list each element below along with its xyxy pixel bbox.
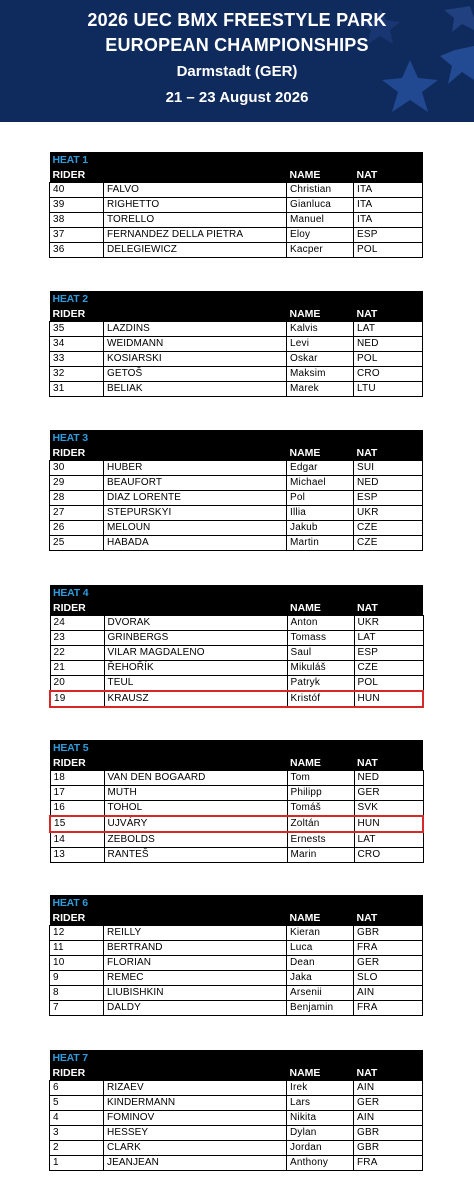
header-spacer bbox=[104, 445, 287, 461]
rider-surname: FALVO bbox=[104, 183, 287, 198]
rider-nationality: HUN bbox=[354, 816, 423, 832]
rider-first-name: Nikita bbox=[287, 1111, 354, 1126]
rider-number: 25 bbox=[50, 536, 104, 551]
rider-nationality: GER bbox=[354, 956, 423, 971]
rider-nationality: CZE bbox=[354, 661, 423, 676]
rider-first-name: Anthony bbox=[287, 1156, 354, 1171]
rider-number: 36 bbox=[50, 243, 104, 258]
rider-surname: TEUL bbox=[104, 676, 287, 692]
rider-number: 5 bbox=[50, 1096, 104, 1111]
heat-table-1 bbox=[49, 152, 422, 258]
header-spacer bbox=[104, 600, 287, 616]
heat-title-row bbox=[50, 430, 423, 445]
rider-row bbox=[50, 382, 423, 397]
rider-nationality: LTU bbox=[354, 382, 423, 397]
rider-first-name: Michael bbox=[287, 476, 354, 491]
rider-first-name: Benjamin bbox=[287, 1001, 354, 1016]
rider-row bbox=[50, 786, 423, 801]
rider-number: 19 bbox=[50, 691, 104, 707]
heat-title: HEAT 4 bbox=[50, 585, 104, 600]
highlighted-rider-row bbox=[50, 691, 423, 707]
heat-title-row bbox=[50, 895, 423, 910]
rider-row bbox=[50, 243, 423, 258]
rider-number: 4 bbox=[50, 1111, 104, 1126]
rider-first-name: Maksim bbox=[287, 367, 354, 382]
heat-table-3 bbox=[49, 430, 422, 551]
heat-title: HEAT 5 bbox=[50, 740, 104, 755]
rider-surname: RIZAEV bbox=[104, 1081, 287, 1096]
heat-title-row bbox=[50, 740, 423, 755]
rider-number: 38 bbox=[50, 213, 104, 228]
col-header-nat: NAT bbox=[354, 167, 423, 183]
header-spacer bbox=[287, 895, 354, 910]
rider-surname: UJVÁRY bbox=[104, 816, 287, 832]
rider-nationality: CZE bbox=[354, 536, 423, 551]
header-spacer bbox=[354, 1050, 423, 1065]
rider-surname: BELIAK bbox=[104, 382, 287, 397]
rider-row bbox=[50, 986, 423, 1001]
rider-row bbox=[50, 1081, 423, 1096]
rider-surname: LIUBISHKIN bbox=[104, 986, 287, 1001]
rider-first-name: Jaka bbox=[287, 971, 354, 986]
rider-nationality: AIN bbox=[354, 1111, 423, 1126]
rider-row bbox=[50, 491, 423, 506]
rider-surname: DVORAK bbox=[104, 616, 287, 631]
rider-surname: RIGHETTO bbox=[104, 198, 287, 213]
rider-surname: DIAZ LORENTE bbox=[104, 491, 287, 506]
rider-number: 32 bbox=[50, 367, 104, 382]
rider-number: 12 bbox=[50, 926, 104, 941]
rider-nationality: POL bbox=[354, 352, 423, 367]
rider-nationality: HUN bbox=[354, 691, 423, 707]
header-spacer bbox=[354, 585, 423, 600]
rider-first-name: Lars bbox=[287, 1096, 354, 1111]
rider-nationality: ITA bbox=[354, 213, 423, 228]
rider-nationality: FRA bbox=[354, 1001, 423, 1016]
heat-table-4 bbox=[49, 585, 422, 708]
rider-nationality: CRO bbox=[354, 367, 423, 382]
rider-nationality: FRA bbox=[354, 941, 423, 956]
rider-row bbox=[50, 926, 423, 941]
rider-number: 24 bbox=[50, 616, 104, 631]
rider-surname: FLORIAN bbox=[104, 956, 287, 971]
rider-nationality: NED bbox=[354, 771, 423, 786]
rider-number: 22 bbox=[50, 646, 104, 661]
rider-row bbox=[50, 1111, 423, 1126]
title-line-1: 2026 UEC BMX FREESTYLE PARK bbox=[87, 10, 387, 30]
rider-row bbox=[50, 1126, 423, 1141]
header-spacer bbox=[104, 895, 287, 910]
rider-surname: ŘEHOŘÍK bbox=[104, 661, 287, 676]
rider-nationality: POL bbox=[354, 243, 423, 258]
heat-table-7 bbox=[49, 1050, 422, 1171]
rider-surname: FOMINOV bbox=[104, 1111, 287, 1126]
rider-surname: MELOUN bbox=[104, 521, 287, 536]
rider-row bbox=[50, 506, 423, 521]
heat-table-5 bbox=[49, 740, 422, 863]
heat-title: HEAT 6 bbox=[50, 895, 104, 910]
event-location: Darmstadt (GER) bbox=[176, 63, 298, 80]
rider-first-name: Anton bbox=[287, 616, 354, 631]
column-header-row bbox=[50, 910, 423, 926]
rider-nationality: SVK bbox=[354, 801, 423, 817]
col-header-name: NAME bbox=[287, 910, 354, 926]
rider-surname: ZEBOLDS bbox=[104, 832, 287, 848]
rider-first-name: Tomáš bbox=[287, 801, 354, 817]
header-spacer bbox=[104, 306, 287, 322]
event-dates: 21 – 23 August 2026 bbox=[165, 89, 309, 106]
col-header-name: NAME bbox=[287, 600, 354, 616]
rider-row bbox=[50, 337, 423, 352]
rider-first-name: Pol bbox=[287, 491, 354, 506]
header-spacer bbox=[104, 910, 287, 926]
rider-number: 18 bbox=[50, 771, 104, 786]
header-spacer bbox=[104, 167, 287, 183]
rider-nationality: UKR bbox=[354, 616, 423, 631]
heat-title-row bbox=[50, 1050, 423, 1065]
header-spacer bbox=[354, 430, 423, 445]
rider-surname: HESSEY bbox=[104, 1126, 287, 1141]
column-header-row bbox=[50, 1065, 423, 1081]
header-spacer bbox=[104, 740, 287, 755]
rider-row bbox=[50, 228, 423, 243]
rider-row bbox=[50, 1096, 423, 1111]
heat-title: HEAT 1 bbox=[50, 152, 104, 167]
rider-row bbox=[50, 661, 423, 676]
header-spacer bbox=[104, 152, 287, 167]
header-spacer bbox=[287, 740, 354, 755]
rider-number: 23 bbox=[50, 631, 104, 646]
rider-first-name: Saul bbox=[287, 646, 354, 661]
rider-nationality: ITA bbox=[354, 183, 423, 198]
rider-nationality: LAT bbox=[354, 631, 423, 646]
column-header-row bbox=[50, 167, 423, 183]
col-header-rider: RIDER bbox=[50, 445, 104, 461]
rider-row bbox=[50, 183, 423, 198]
rider-nationality: LAT bbox=[354, 322, 423, 337]
rider-row bbox=[50, 832, 423, 848]
rider-surname: GETOŠ bbox=[104, 367, 287, 382]
rider-surname: HABADA bbox=[104, 536, 287, 551]
header-spacer bbox=[287, 152, 354, 167]
heat-title-row bbox=[50, 585, 423, 600]
rider-number: 15 bbox=[50, 816, 104, 832]
rider-number: 10 bbox=[50, 956, 104, 971]
highlighted-rider-row bbox=[50, 816, 423, 832]
header-spacer bbox=[287, 1050, 354, 1065]
col-header-nat: NAT bbox=[354, 306, 423, 322]
rider-nationality: ESP bbox=[354, 228, 423, 243]
rider-surname: KINDERMANN bbox=[104, 1096, 287, 1111]
header-spacer bbox=[287, 291, 354, 306]
rider-surname: CLARK bbox=[104, 1141, 287, 1156]
rider-row bbox=[50, 213, 423, 228]
header-spacer bbox=[354, 291, 423, 306]
rider-nationality: AIN bbox=[354, 1081, 423, 1096]
col-header-name: NAME bbox=[287, 755, 354, 771]
rider-number: 40 bbox=[50, 183, 104, 198]
rider-number: 3 bbox=[50, 1126, 104, 1141]
column-header-row bbox=[50, 306, 423, 322]
header-spacer bbox=[354, 895, 423, 910]
rider-first-name: Ernests bbox=[287, 832, 354, 848]
column-header-row bbox=[50, 445, 423, 461]
header-spacer bbox=[354, 152, 423, 167]
rider-row bbox=[50, 352, 423, 367]
col-header-rider: RIDER bbox=[50, 600, 104, 616]
rider-row bbox=[50, 616, 423, 631]
rider-first-name: Marek bbox=[287, 382, 354, 397]
rider-nationality: CRO bbox=[354, 848, 423, 863]
heat-title: HEAT 3 bbox=[50, 430, 104, 445]
rider-number: 20 bbox=[50, 676, 104, 692]
rider-number: 9 bbox=[50, 971, 104, 986]
rider-first-name: Philipp bbox=[287, 786, 354, 801]
header-banner bbox=[0, 0, 474, 122]
col-header-name: NAME bbox=[287, 1065, 354, 1081]
col-header-name: NAME bbox=[287, 167, 354, 183]
header-spacer bbox=[104, 585, 287, 600]
rider-row bbox=[50, 801, 423, 817]
rider-row bbox=[50, 631, 423, 646]
rider-first-name: Eloy bbox=[287, 228, 354, 243]
rider-number: 30 bbox=[50, 461, 104, 476]
rider-surname: VILAR MAGDALENO bbox=[104, 646, 287, 661]
rider-number: 34 bbox=[50, 337, 104, 352]
rider-surname: DELEGIEWICZ bbox=[104, 243, 287, 258]
rider-row bbox=[50, 1001, 423, 1016]
rider-surname: TORELLO bbox=[104, 213, 287, 228]
rider-row bbox=[50, 536, 423, 551]
rider-row bbox=[50, 367, 423, 382]
rider-surname: BERTRAND bbox=[104, 941, 287, 956]
heat-title: HEAT 2 bbox=[50, 291, 104, 306]
col-header-name: NAME bbox=[287, 445, 354, 461]
rider-surname: RANTEŠ bbox=[104, 848, 287, 863]
header-spacer bbox=[104, 291, 287, 306]
rider-first-name: Dean bbox=[287, 956, 354, 971]
rider-row bbox=[50, 521, 423, 536]
rider-number: 17 bbox=[50, 786, 104, 801]
rider-number: 13 bbox=[50, 848, 104, 863]
rider-row bbox=[50, 956, 423, 971]
rider-row bbox=[50, 676, 423, 692]
rider-number: 21 bbox=[50, 661, 104, 676]
rider-number: 33 bbox=[50, 352, 104, 367]
title-line-2: EUROPEAN CHAMPIONSHIPS bbox=[105, 35, 369, 55]
header-spacer bbox=[104, 1065, 287, 1081]
rider-nationality: CZE bbox=[354, 521, 423, 536]
rider-surname: MUTH bbox=[104, 786, 287, 801]
rider-row bbox=[50, 476, 423, 491]
rider-surname: KOSIARSKI bbox=[104, 352, 287, 367]
rider-first-name: Martin bbox=[287, 536, 354, 551]
rider-surname: GRINBERGS bbox=[104, 631, 287, 646]
rider-first-name: Gianluca bbox=[287, 198, 354, 213]
rider-first-name: Kacper bbox=[287, 243, 354, 258]
column-header-row bbox=[50, 600, 423, 616]
rider-number: 29 bbox=[50, 476, 104, 491]
rider-first-name: Kieran bbox=[287, 926, 354, 941]
rider-surname: LAZDINS bbox=[104, 322, 287, 337]
col-header-nat: NAT bbox=[354, 910, 423, 926]
header-spacer bbox=[104, 755, 287, 771]
header-spacer bbox=[287, 585, 354, 600]
col-header-rider: RIDER bbox=[50, 167, 104, 183]
rider-row bbox=[50, 941, 423, 956]
rider-nationality: ESP bbox=[354, 491, 423, 506]
rider-surname: STEPURSKYI bbox=[104, 506, 287, 521]
rider-surname: JEANJEAN bbox=[104, 1156, 287, 1171]
rider-number: 11 bbox=[50, 941, 104, 956]
rider-first-name: Jordan bbox=[287, 1141, 354, 1156]
rider-number: 31 bbox=[50, 382, 104, 397]
rider-nationality: GBR bbox=[354, 1141, 423, 1156]
rider-number: 2 bbox=[50, 1141, 104, 1156]
rider-nationality: NED bbox=[354, 337, 423, 352]
rider-number: 1 bbox=[50, 1156, 104, 1171]
col-header-rider: RIDER bbox=[50, 1065, 104, 1081]
rider-row bbox=[50, 461, 423, 476]
rider-nationality: FRA bbox=[354, 1156, 423, 1171]
rider-row bbox=[50, 771, 423, 786]
rider-nationality: ESP bbox=[354, 646, 423, 661]
rider-nationality: SLO bbox=[354, 971, 423, 986]
rider-number: 8 bbox=[50, 986, 104, 1001]
heat-table-6 bbox=[49, 895, 422, 1016]
rider-first-name: Irek bbox=[287, 1081, 354, 1096]
rider-first-name: Dylan bbox=[287, 1126, 354, 1141]
rider-number: 26 bbox=[50, 521, 104, 536]
rider-surname: KRAUSZ bbox=[104, 691, 287, 707]
rider-nationality: LAT bbox=[354, 832, 423, 848]
header-spacer bbox=[104, 1050, 287, 1065]
rider-nationality: NED bbox=[354, 476, 423, 491]
rider-first-name: Oskar bbox=[287, 352, 354, 367]
rider-first-name: Illia bbox=[287, 506, 354, 521]
rider-surname: VAN DEN BOGAARD bbox=[104, 771, 287, 786]
rider-nationality: GBR bbox=[354, 926, 423, 941]
rider-nationality: POL bbox=[354, 676, 423, 692]
rider-nationality: GER bbox=[354, 786, 423, 801]
rider-number: 16 bbox=[50, 801, 104, 817]
rider-first-name: Edgar bbox=[287, 461, 354, 476]
col-header-nat: NAT bbox=[354, 1065, 423, 1081]
rider-number: 7 bbox=[50, 1001, 104, 1016]
rider-row bbox=[50, 198, 423, 213]
rider-row bbox=[50, 1156, 423, 1171]
rider-number: 37 bbox=[50, 228, 104, 243]
rider-first-name: Kristóf bbox=[287, 691, 354, 707]
rider-nationality: GER bbox=[354, 1096, 423, 1111]
rider-first-name: Marin bbox=[287, 848, 354, 863]
col-header-rider: RIDER bbox=[50, 910, 104, 926]
rider-row bbox=[50, 322, 423, 337]
rider-surname: HUBER bbox=[104, 461, 287, 476]
rider-first-name: Jakub bbox=[287, 521, 354, 536]
rider-surname: TOHOL bbox=[104, 801, 287, 817]
rider-row bbox=[50, 646, 423, 661]
rider-first-name: Mikuláš bbox=[287, 661, 354, 676]
heat-title: HEAT 7 bbox=[50, 1050, 104, 1065]
rider-first-name: Manuel bbox=[287, 213, 354, 228]
heat-table-2 bbox=[49, 291, 422, 397]
rider-surname: BEAUFORT bbox=[104, 476, 287, 491]
rider-first-name: Tomass bbox=[287, 631, 354, 646]
col-header-nat: NAT bbox=[354, 755, 423, 771]
rider-row bbox=[50, 971, 423, 986]
rider-nationality: AIN bbox=[354, 986, 423, 1001]
rider-row bbox=[50, 1141, 423, 1156]
rider-number: 39 bbox=[50, 198, 104, 213]
col-header-rider: RIDER bbox=[50, 306, 104, 322]
col-header-rider: RIDER bbox=[50, 755, 104, 771]
rider-number: 27 bbox=[50, 506, 104, 521]
column-header-row bbox=[50, 755, 423, 771]
rider-first-name: Zoltán bbox=[287, 816, 354, 832]
rider-first-name: Arsenii bbox=[287, 986, 354, 1001]
rider-surname: REMEC bbox=[104, 971, 287, 986]
rider-first-name: Kalvis bbox=[287, 322, 354, 337]
rider-surname: REILLY bbox=[104, 926, 287, 941]
rider-first-name: Levi bbox=[287, 337, 354, 352]
rider-surname: FERNANDEZ DELLA PIETRA bbox=[104, 228, 287, 243]
header-spacer bbox=[354, 740, 423, 755]
rider-nationality: GBR bbox=[354, 1126, 423, 1141]
header-spacer bbox=[104, 430, 287, 445]
heat-title-row bbox=[50, 291, 423, 306]
rider-number: 35 bbox=[50, 322, 104, 337]
rider-number: 28 bbox=[50, 491, 104, 506]
rider-nationality: SUI bbox=[354, 461, 423, 476]
rider-nationality: ITA bbox=[354, 198, 423, 213]
col-header-nat: NAT bbox=[354, 600, 423, 616]
rider-surname: WEIDMANN bbox=[104, 337, 287, 352]
rider-first-name: Patryk bbox=[287, 676, 354, 692]
rider-number: 14 bbox=[50, 832, 104, 848]
col-header-nat: NAT bbox=[354, 445, 423, 461]
col-header-name: NAME bbox=[287, 306, 354, 322]
rider-nationality: UKR bbox=[354, 506, 423, 521]
rider-first-name: Tom bbox=[287, 771, 354, 786]
heat-title-row bbox=[50, 152, 423, 167]
header-spacer bbox=[287, 430, 354, 445]
rider-number: 6 bbox=[50, 1081, 104, 1096]
rider-first-name: Christian bbox=[287, 183, 354, 198]
rider-surname: DALDY bbox=[104, 1001, 287, 1016]
rider-row bbox=[50, 848, 423, 863]
rider-first-name: Luca bbox=[287, 941, 354, 956]
